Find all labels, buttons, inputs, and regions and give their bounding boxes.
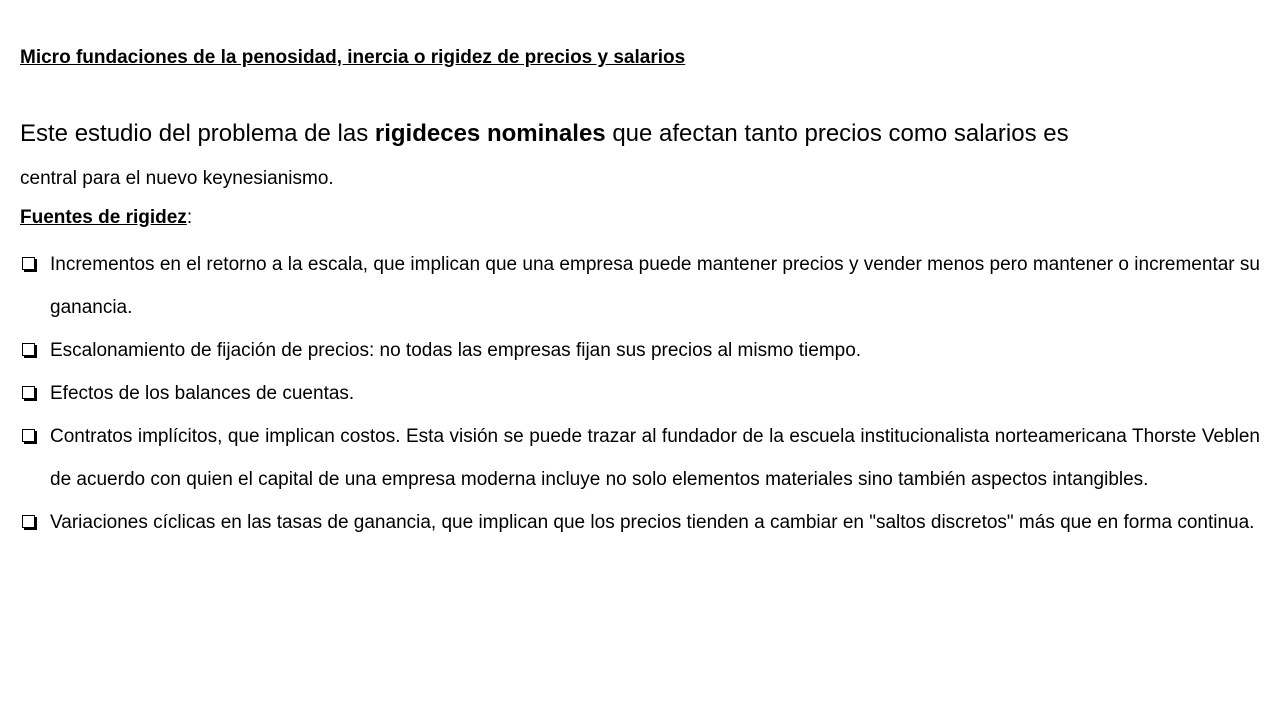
intro-line-1	[20, 114, 1260, 154]
intro-text-end: que afectan tanto precios como salarios es	[605, 120, 1069, 147]
sources-heading-colon: :	[186, 207, 193, 228]
intro-bold-term: rigideces nominales	[374, 120, 606, 147]
list-item	[20, 329, 1260, 372]
list-item	[20, 415, 1260, 501]
rigidity-sources-list	[20, 243, 1260, 544]
list-item	[20, 372, 1260, 415]
list-item-text: Efectos de los balances de cuentas.	[50, 383, 355, 404]
list-item	[20, 501, 1260, 544]
checkbox-bullet-icon	[22, 429, 35, 442]
intro-text-start: Este estudio del problema de las	[20, 120, 375, 147]
sources-heading	[20, 207, 192, 229]
intro-line-2: central para el nuevo keynesianismo.	[20, 168, 334, 189]
list-item-text: Incrementos en el retorno a la escala, que implican que una empresa puede mantener precios y vender menos pero mantener o incrementar su ganancia.	[50, 254, 1260, 318]
intro-paragraph	[20, 114, 1260, 204]
checkbox-bullet-icon	[22, 515, 35, 528]
list-item-text: Contratos implícitos, que implican costos. Esta visión se puede trazar al fundador de la escuela institucionalista norteamericana Thorste Veblen de acuerdo con quien el capital de una empresa moderna incluye no solo elementos materiales sino también aspectos intangibles.	[50, 426, 1260, 490]
sources-heading-label: Fuentes de rigidez	[20, 207, 187, 228]
list-item-text: Variaciones cíclicas en las tasas de ganancia, que implican que los precios tienden a cambiar en "saltos discretos" más que en forma continua.	[50, 512, 1255, 533]
list-item-text: Escalonamiento de fijación de precios: no todas las empresas fijan sus precios al mismo tiempo.	[50, 340, 862, 361]
checkbox-bullet-icon	[22, 343, 35, 356]
list-item	[20, 243, 1260, 329]
checkbox-bullet-icon	[22, 257, 35, 270]
slide-title: Micro fundaciones de la penosidad, inercia o rigidez de precios y salarios	[20, 47, 686, 68]
checkbox-bullet-icon	[22, 386, 35, 399]
